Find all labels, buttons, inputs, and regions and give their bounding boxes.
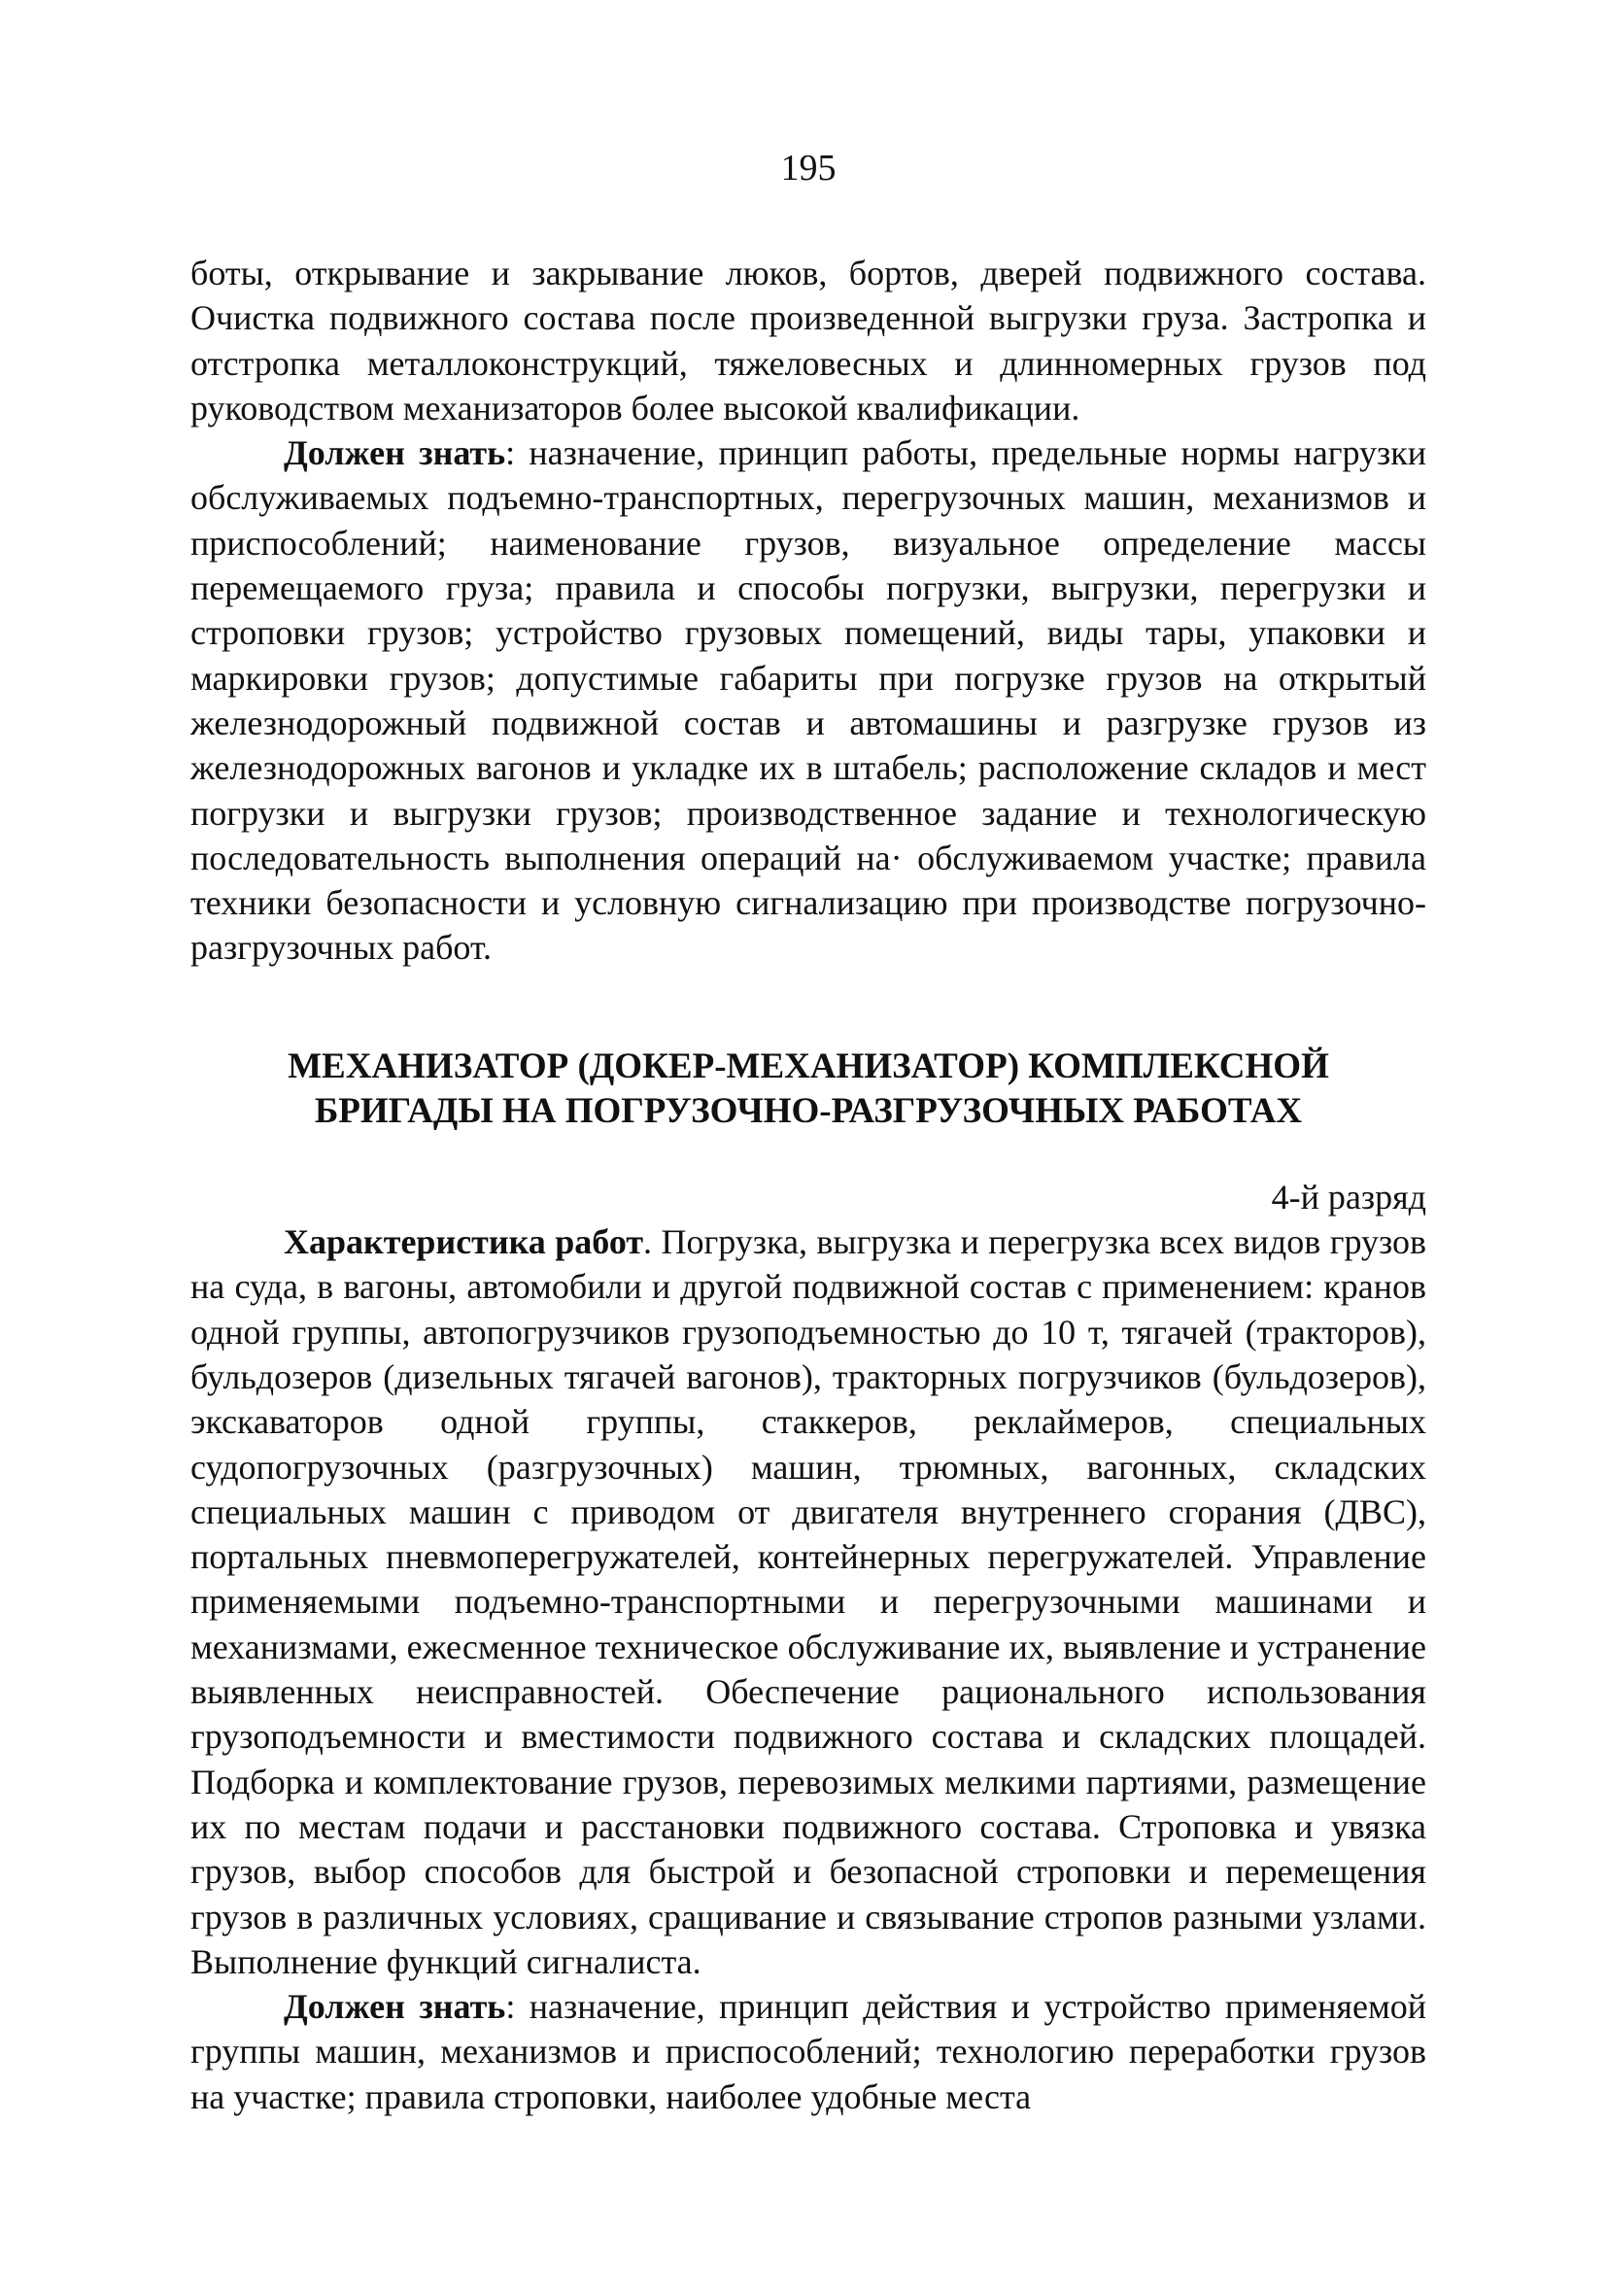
grade-label: 4-й разряд (1271, 1177, 1426, 1217)
section-title-line-2: БРИГАДЫ НА ПОГРУЗОЧНО-РАЗГРУЗОЧНЫХ РАБОТАХ (314, 1090, 1303, 1131)
must-know-paragraph-1 (190, 430, 1426, 971)
work-characteristics-label: Характеристика работ (284, 1222, 644, 1262)
section-title (190, 1045, 1426, 1134)
must-know-label-1: Должен знать (284, 433, 506, 473)
page-number: 195 (780, 148, 837, 188)
must-know-paragraph-2 (190, 1984, 1426, 2119)
continuation-paragraph: боты, открывание и закрывание люков, бортов, дверей подвижного состава. Очистка подвижного состава после произведенной выгрузки груза. Застропка и отстропка металлоконструкций, тяжеловесных и длинномерных грузов под руководством механизаторов более высокой квалификации. (190, 254, 1426, 428)
document-page (190, 146, 1426, 2235)
must-know-label-2: Должен знать (284, 1987, 506, 2027)
section-title-line-1: МЕХАНИЗАТОР (ДОКЕР-МЕХАНИЗАТОР) КОМПЛЕКСНОЙ (288, 1045, 1329, 1086)
work-characteristics-paragraph (190, 1219, 1426, 1984)
work-characteristics-text: . Погрузка, выгрузка и перегрузка всех видов грузов на суда, в вагоны, автомобили и другой подвижной состав с применением: кранов одной группы, автопогрузчиков грузоподъемностью до 10 т, тягачей (тракторов), бульдозеров (дизельных тягачей вагонов), тракторных погрузчиков (бульдозеров), экскаваторов одной группы, стаккеров, реклаймеров, специальных судопогрузочных (разгрузочных) машин, трюмных, вагонных, складских специальных машин с приводом от двигателя внутреннего сгорания (ДВС), портальных пневмоперегружателей, контейнерных перегружателей. Управление применяемыми подъемно-транспортными и перегрузочными машинами и механизмами, ежесменное техническое обслуживание их, выявление и устранение выявленных неисправностей. Обеспечение рационального использования грузоподъемности и вместимости подвижного состава и складских площадей. Подборка и комплектование грузов, перевозимых мелкими партиями, размещение их по местам подачи и расстановки подвижного состава. Строповка и увязка грузов, выбор способов для быстрой и безопасной строповки и перемещения грузов в различных условиях, сращивание и связывание стропов разными узлами. Выполнение функций сигналиста. (190, 1222, 1426, 1981)
must-know-text-1: : назначение, принцип работы, предельные нормы нагрузки обслуживаемых подъемно-транспортных, перегрузочных машин, механизмов и приспособлений; наименование грузов, визуальное определение массы перемещаемого груза; правила и способы погрузки, выгрузки, перегрузки и строповки грузов; устройство грузовых помещений, виды тары, упаковки и маркировки грузов; допустимые габариты при погрузке грузов на открытый железнодорожный подвижной состав и автомашины и разгрузке грузов из железнодорожных вагонов и укладке их в штабель; расположение складов и мест погрузки и выгрузки грузов; производственное задание и технологическую последовательность выполнения операций на· обслуживаемом участке; правила техники безопасности и условную сигнализацию при производстве погрузочно-разгрузочных работ. (190, 433, 1426, 968)
must-know-text-2: : назначение, принцип действия и устройство применяемой группы машин, механизмов и приспособлений; технологию переработки грузов на участке; правила строповки, наиболее удобные места (190, 1987, 1426, 2116)
